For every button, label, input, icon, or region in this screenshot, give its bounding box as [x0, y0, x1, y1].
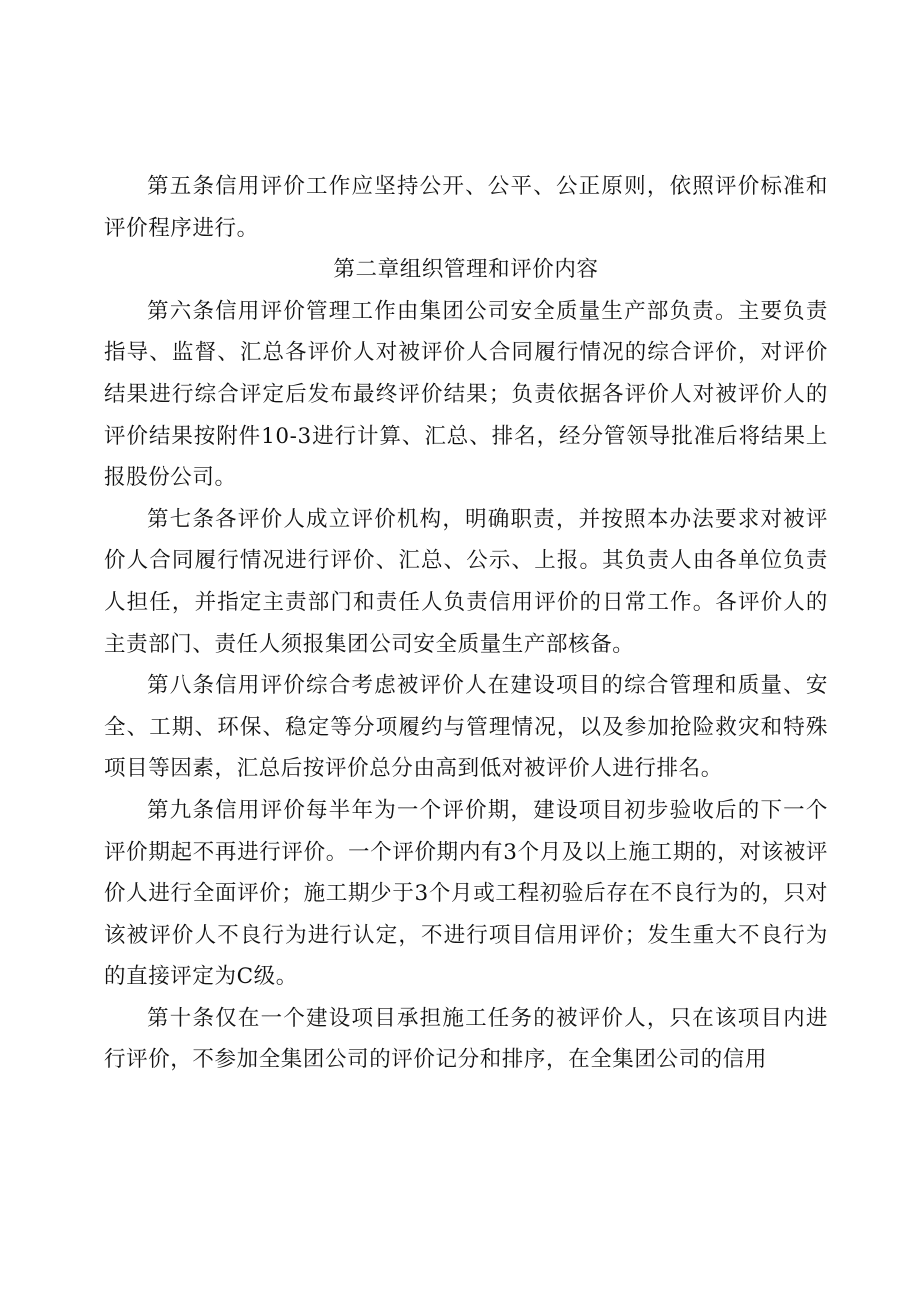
article-10-paragraph: 第十条仅在一个建设项目承担施工任务的被评价人，只在该项目内进行评价，不参加全集团公司的评价记分和排序，在全集团公司的信用 [104, 1005, 828, 1073]
article-8-paragraph: 第八条信用评价综合考虑被评价人在建设项目的综合管理和质量、安全、工期、环保、稳定等分项履约与管理情况，以及参加抢险救灾和特殊项目等因素，汇总后按评价总分由高到低对被评价人进行排名。 [104, 673, 828, 782]
article-6-paragraph: 第六条信用评价管理工作由集团公司安全质量生产部负责。主要负责指导、监督、汇总各评价人对被评价人合同履行情况的综合评价，对评价结果进行综合评定后发布最终评价结果；负责依据各评价人对被评价人的评价结果按附件10-3进行计算、汇总、排名，经分管领导批准后将结果上报股份公司。 [104, 298, 828, 491]
document-body [104, 166, 828, 1081]
article-7-paragraph: 第七条各评价人成立评价机构，明确职责，并按照本办法要求对被评价人合同履行情况进行评价、汇总、公示、上报。其负责人由各单位负责人担任，并指定主责部门和责任人负责信用评价的日常工作。各评价人的主责部门、责任人须报集团公司安全质量生产部核备。 [104, 506, 828, 657]
article-9-paragraph: 第九条信用评价每半年为一个评价期，建设项目初步验收后的下一个评价期起不再进行评价。一个评价期内有3个月及以上施工期的，对该被评价人进行全面评价；施工期少于3个月或工程初验后存在不良行为的，只对该被评价人不良行为进行认定，不进行项目信用评价；发生重大不良行为的直接评定为C级。 [104, 797, 828, 990]
article-5-paragraph: 第五条信用评价工作应坚持公开、公平、公正原则，依照评价标准和评价程序进行。 [104, 174, 828, 241]
chapter-heading: 第二章组织管理和评价内容 [333, 257, 599, 283]
